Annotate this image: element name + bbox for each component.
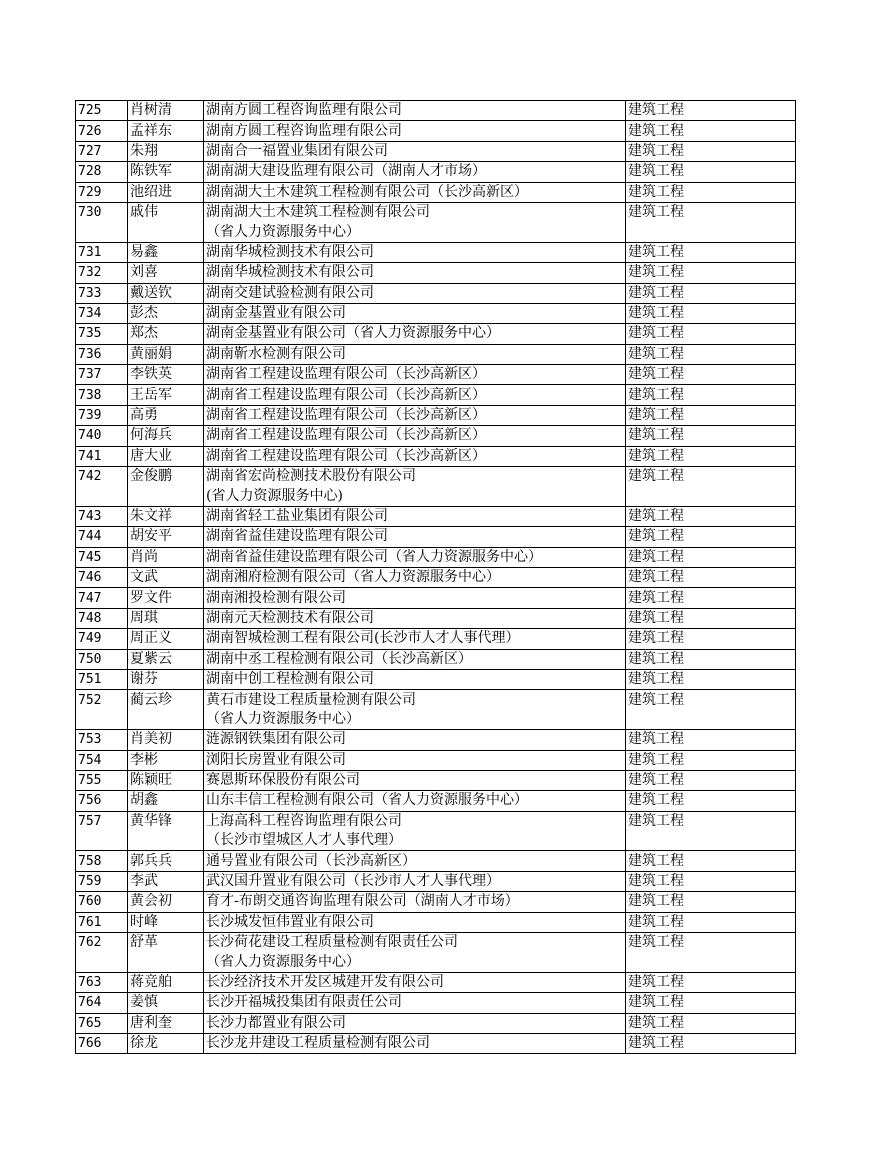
table-row — [76, 750, 796, 770]
company-name-cell: 长沙城发恒伟置业有限公司 — [204, 912, 626, 932]
row-number-cell: 738 — [76, 385, 128, 405]
company-name-cell: 武汉国升置业有限公司（长沙市人才人事代理） — [204, 871, 626, 891]
person-name-cell: 朱文祥 — [128, 506, 204, 526]
person-name-cell: 周琪 — [128, 608, 204, 628]
company-name-cell: 湖南湖大建设监理有限公司（湖南人才市场） — [204, 162, 626, 182]
person-name-cell: 谢芬 — [128, 669, 204, 689]
person-name-cell — [128, 222, 204, 242]
person-name-cell — [128, 952, 204, 972]
person-name-cell: 朱翔 — [128, 141, 204, 161]
person-name-cell: 李铁英 — [128, 365, 204, 385]
company-name-cell: （省人力资源服务中心） — [204, 710, 626, 730]
major-field-cell: 建筑工程 — [626, 446, 796, 466]
major-field-cell: 建筑工程 — [626, 547, 796, 567]
company-name-cell: 湖南湖大土木建筑工程检测有限公司 — [204, 202, 626, 222]
company-name-cell: 长沙力都置业有限公司 — [204, 1013, 626, 1033]
row-number-cell: 752 — [76, 690, 128, 710]
person-name-cell: 陈铁军 — [128, 162, 204, 182]
major-field-cell — [626, 710, 796, 730]
row-number-cell — [76, 710, 128, 730]
row-number-cell: 736 — [76, 344, 128, 364]
row-number-cell: 757 — [76, 811, 128, 831]
major-field-cell: 建筑工程 — [626, 344, 796, 364]
row-number-cell: 733 — [76, 283, 128, 303]
table-row — [76, 730, 796, 750]
person-name-cell: 戚伟 — [128, 202, 204, 222]
table-row — [76, 121, 796, 141]
company-name-cell: （省人力资源服务中心） — [204, 222, 626, 242]
table-row — [76, 324, 796, 344]
company-name-cell: 湖南省工程建设监理有限公司（长沙高新区） — [204, 446, 626, 466]
major-field-cell: 建筑工程 — [626, 1033, 796, 1053]
major-field-cell: 建筑工程 — [626, 629, 796, 649]
major-field-cell: 建筑工程 — [626, 263, 796, 283]
table-row-continuation — [76, 222, 796, 242]
row-number-cell — [76, 952, 128, 972]
company-name-cell: 山东丰信工程检测有限公司（省人力资源服务中心） — [204, 791, 626, 811]
company-name-cell: 湖南省工程建设监理有限公司（长沙高新区） — [204, 426, 626, 446]
table-row — [76, 467, 796, 487]
row-number-cell: 729 — [76, 182, 128, 202]
person-name-cell — [128, 831, 204, 851]
person-name-cell: 文武 — [128, 567, 204, 587]
row-number-cell: 727 — [76, 141, 128, 161]
person-name-cell: 郑杰 — [128, 324, 204, 344]
row-number-cell: 766 — [76, 1033, 128, 1053]
table-row — [76, 1033, 796, 1053]
table-row — [76, 202, 796, 222]
table-row — [76, 506, 796, 526]
major-field-cell: 建筑工程 — [626, 750, 796, 770]
table-row — [76, 547, 796, 567]
row-number-cell: 744 — [76, 527, 128, 547]
row-number-cell: 728 — [76, 162, 128, 182]
row-number-cell: 743 — [76, 506, 128, 526]
major-field-cell: 建筑工程 — [626, 405, 796, 425]
table-row — [76, 101, 796, 121]
table-row — [76, 385, 796, 405]
table-row — [76, 892, 796, 912]
major-field-cell: 建筑工程 — [626, 182, 796, 202]
person-name-cell: 徐龙 — [128, 1033, 204, 1053]
person-name-cell: 蒋竞舶 — [128, 972, 204, 992]
company-name-cell: （长沙市望城区人才人事代理） — [204, 831, 626, 851]
row-number-cell: 742 — [76, 467, 128, 487]
company-name-cell: 湖南省益佳建设监理有限公司 — [204, 527, 626, 547]
company-name-cell: 湖南省益佳建设监理有限公司（省人力资源服务中心） — [204, 547, 626, 567]
row-number-cell: 753 — [76, 730, 128, 750]
table-row — [76, 851, 796, 871]
row-number-cell: 750 — [76, 649, 128, 669]
table-row — [76, 690, 796, 710]
row-number-cell: 739 — [76, 405, 128, 425]
table-row — [76, 770, 796, 790]
person-name-cell — [128, 486, 204, 506]
company-name-cell: 长沙经济技术开发区城建开发有限公司 — [204, 972, 626, 992]
table-row — [76, 912, 796, 932]
person-name-cell: 蔺云珍 — [128, 690, 204, 710]
person-name-cell: 唐利奎 — [128, 1013, 204, 1033]
company-name-cell: 湖南元天检测技术有限公司 — [204, 608, 626, 628]
row-number-cell: 765 — [76, 1013, 128, 1033]
person-name-cell: 黄会初 — [128, 892, 204, 912]
major-field-cell: 建筑工程 — [626, 467, 796, 487]
major-field-cell: 建筑工程 — [626, 324, 796, 344]
row-number-cell — [76, 222, 128, 242]
table-row — [76, 567, 796, 587]
company-name-cell: 湖南华城检测技术有限公司 — [204, 263, 626, 283]
company-name-cell: 湖南省工程建设监理有限公司（长沙高新区） — [204, 405, 626, 425]
person-name-cell: 池绍进 — [128, 182, 204, 202]
major-field-cell: 建筑工程 — [626, 202, 796, 222]
company-name-cell: 浏阳长房置业有限公司 — [204, 750, 626, 770]
row-number-cell: 754 — [76, 750, 128, 770]
major-field-cell: 建筑工程 — [626, 851, 796, 871]
roster-body — [76, 101, 796, 1054]
table-row — [76, 588, 796, 608]
person-name-cell — [128, 710, 204, 730]
major-field-cell — [626, 952, 796, 972]
table-row — [76, 608, 796, 628]
major-field-cell: 建筑工程 — [626, 385, 796, 405]
company-name-cell: 湖南靳水检测有限公司 — [204, 344, 626, 364]
row-number-cell: 726 — [76, 121, 128, 141]
person-name-cell: 戴送钦 — [128, 283, 204, 303]
person-name-cell: 王岳军 — [128, 385, 204, 405]
roster-table — [75, 100, 796, 1054]
row-number-cell: 758 — [76, 851, 128, 871]
company-name-cell: 湖南省轻工盐业集团有限公司 — [204, 506, 626, 526]
table-row — [76, 182, 796, 202]
major-field-cell: 建筑工程 — [626, 283, 796, 303]
company-name-cell: 湖南中创工程检测有限公司 — [204, 669, 626, 689]
major-field-cell — [626, 831, 796, 851]
table-row-continuation — [76, 952, 796, 972]
row-number-cell: 755 — [76, 770, 128, 790]
row-number-cell: 730 — [76, 202, 128, 222]
major-field-cell: 建筑工程 — [626, 811, 796, 831]
row-number-cell: 760 — [76, 892, 128, 912]
company-name-cell: 黄石市建设工程质量检测有限公司 — [204, 690, 626, 710]
row-number-cell: 732 — [76, 263, 128, 283]
company-name-cell: 湖南省宏尚检测技术股份有限公司 — [204, 467, 626, 487]
company-name-cell: （省人力资源服务中心） — [204, 952, 626, 972]
company-name-cell: 湖南湘投检测有限公司 — [204, 588, 626, 608]
major-field-cell: 建筑工程 — [626, 527, 796, 547]
major-field-cell: 建筑工程 — [626, 426, 796, 446]
person-name-cell: 肖树清 — [128, 101, 204, 121]
company-name-cell: 长沙开福城投集团有限责任公司 — [204, 993, 626, 1013]
table-row-continuation — [76, 486, 796, 506]
major-field-cell: 建筑工程 — [626, 791, 796, 811]
table-row — [76, 303, 796, 323]
table-row — [76, 791, 796, 811]
table-row — [76, 405, 796, 425]
person-name-cell: 周正义 — [128, 629, 204, 649]
table-row — [76, 871, 796, 891]
row-number-cell: 763 — [76, 972, 128, 992]
major-field-cell — [626, 222, 796, 242]
table-row — [76, 1013, 796, 1033]
major-field-cell: 建筑工程 — [626, 162, 796, 182]
company-name-cell: 湖南省工程建设监理有限公司（长沙高新区） — [204, 385, 626, 405]
major-field-cell: 建筑工程 — [626, 365, 796, 385]
person-name-cell: 舒革 — [128, 933, 204, 953]
company-name-cell: 赛恩斯环保股份有限公司 — [204, 770, 626, 790]
table-row — [76, 263, 796, 283]
row-number-cell: 746 — [76, 567, 128, 587]
major-field-cell: 建筑工程 — [626, 669, 796, 689]
major-field-cell: 建筑工程 — [626, 972, 796, 992]
person-name-cell: 黄丽娟 — [128, 344, 204, 364]
person-name-cell: 黄华锋 — [128, 811, 204, 831]
company-name-cell: 湖南华城检测技术有限公司 — [204, 242, 626, 262]
person-name-cell: 李武 — [128, 871, 204, 891]
company-name-cell: (省人力资源服务中心) — [204, 486, 626, 506]
table-row — [76, 162, 796, 182]
company-name-cell: 湖南中丞工程检测有限公司（长沙高新区） — [204, 649, 626, 669]
company-name-cell: 涟源钢铁集团有限公司 — [204, 730, 626, 750]
row-number-cell: 734 — [76, 303, 128, 323]
person-name-cell: 罗文件 — [128, 588, 204, 608]
table-row — [76, 993, 796, 1013]
company-name-cell: 湖南方圆工程咨询监理有限公司 — [204, 121, 626, 141]
row-number-cell: 756 — [76, 791, 128, 811]
major-field-cell: 建筑工程 — [626, 121, 796, 141]
table-row — [76, 141, 796, 161]
company-name-cell: 湖南方圆工程咨询监理有限公司 — [204, 101, 626, 121]
row-number-cell: 764 — [76, 993, 128, 1013]
person-name-cell: 金俊鹏 — [128, 467, 204, 487]
row-number-cell — [76, 486, 128, 506]
major-field-cell: 建筑工程 — [626, 141, 796, 161]
table-row — [76, 426, 796, 446]
table-row — [76, 365, 796, 385]
row-number-cell: 731 — [76, 242, 128, 262]
row-number-cell: 761 — [76, 912, 128, 932]
company-name-cell: 湖南金基置业有限公司（省人力资源服务中心） — [204, 324, 626, 344]
major-field-cell: 建筑工程 — [626, 912, 796, 932]
row-number-cell: 745 — [76, 547, 128, 567]
major-field-cell: 建筑工程 — [626, 242, 796, 262]
row-number-cell: 759 — [76, 871, 128, 891]
company-name-cell: 湖南省工程建设监理有限公司（长沙高新区） — [204, 365, 626, 385]
row-number-cell: 747 — [76, 588, 128, 608]
person-name-cell: 孟祥东 — [128, 121, 204, 141]
person-name-cell: 李彬 — [128, 750, 204, 770]
person-name-cell: 郭兵兵 — [128, 851, 204, 871]
major-field-cell — [626, 486, 796, 506]
company-name-cell: 湖南合一福置业集团有限公司 — [204, 141, 626, 161]
company-name-cell: 湖南智城检测工程有限公司(长沙市人才人事代理） — [204, 629, 626, 649]
major-field-cell: 建筑工程 — [626, 1013, 796, 1033]
major-field-cell: 建筑工程 — [626, 892, 796, 912]
person-name-cell: 姜慎 — [128, 993, 204, 1013]
major-field-cell: 建筑工程 — [626, 649, 796, 669]
person-name-cell: 胡鑫 — [128, 791, 204, 811]
table-row — [76, 242, 796, 262]
major-field-cell: 建筑工程 — [626, 993, 796, 1013]
table-row-continuation — [76, 831, 796, 851]
major-field-cell: 建筑工程 — [626, 506, 796, 526]
person-name-cell: 刘喜 — [128, 263, 204, 283]
company-name-cell: 上海高科工程咨询监理有限公司 — [204, 811, 626, 831]
table-row — [76, 933, 796, 953]
company-name-cell: 湖南金基置业有限公司 — [204, 303, 626, 323]
person-name-cell: 时峰 — [128, 912, 204, 932]
company-name-cell: 通号置业有限公司（长沙高新区） — [204, 851, 626, 871]
table-row — [76, 446, 796, 466]
table-row — [76, 649, 796, 669]
person-name-cell: 唐大业 — [128, 446, 204, 466]
row-number-cell: 737 — [76, 365, 128, 385]
major-field-cell: 建筑工程 — [626, 770, 796, 790]
person-name-cell: 陈颖旺 — [128, 770, 204, 790]
table-row — [76, 669, 796, 689]
company-name-cell: 湖南湖大土木建筑工程检测有限公司（长沙高新区） — [204, 182, 626, 202]
row-number-cell: 740 — [76, 426, 128, 446]
company-name-cell: 湖南交建试验检测有限公司 — [204, 283, 626, 303]
row-number-cell — [76, 831, 128, 851]
major-field-cell: 建筑工程 — [626, 690, 796, 710]
row-number-cell: 751 — [76, 669, 128, 689]
major-field-cell: 建筑工程 — [626, 933, 796, 953]
person-name-cell: 夏紫云 — [128, 649, 204, 669]
table-row — [76, 344, 796, 364]
major-field-cell: 建筑工程 — [626, 101, 796, 121]
major-field-cell: 建筑工程 — [626, 871, 796, 891]
person-name-cell: 胡安平 — [128, 527, 204, 547]
table-row — [76, 283, 796, 303]
table-row — [76, 629, 796, 649]
major-field-cell: 建筑工程 — [626, 567, 796, 587]
person-name-cell: 肖尚 — [128, 547, 204, 567]
row-number-cell: 749 — [76, 629, 128, 649]
person-name-cell: 彭杰 — [128, 303, 204, 323]
company-name-cell: 长沙龙井建设工程质量检测有限公司 — [204, 1033, 626, 1053]
company-name-cell: 育才-布朗交通咨询监理有限公司（湖南人才市场） — [204, 892, 626, 912]
person-name-cell: 易鑫 — [128, 242, 204, 262]
company-name-cell: 长沙荷花建设工程质量检测有限责任公司 — [204, 933, 626, 953]
major-field-cell: 建筑工程 — [626, 608, 796, 628]
person-name-cell: 肖美初 — [128, 730, 204, 750]
table-row-continuation — [76, 710, 796, 730]
major-field-cell: 建筑工程 — [626, 730, 796, 750]
row-number-cell: 741 — [76, 446, 128, 466]
row-number-cell: 748 — [76, 608, 128, 628]
major-field-cell: 建筑工程 — [626, 303, 796, 323]
table-row — [76, 811, 796, 831]
row-number-cell: 735 — [76, 324, 128, 344]
person-name-cell: 何海兵 — [128, 426, 204, 446]
table-row — [76, 972, 796, 992]
row-number-cell: 725 — [76, 101, 128, 121]
row-number-cell: 762 — [76, 933, 128, 953]
company-name-cell: 湖南湘府检测有限公司（省人力资源服务中心） — [204, 567, 626, 587]
table-row — [76, 527, 796, 547]
person-name-cell: 高勇 — [128, 405, 204, 425]
major-field-cell: 建筑工程 — [626, 588, 796, 608]
